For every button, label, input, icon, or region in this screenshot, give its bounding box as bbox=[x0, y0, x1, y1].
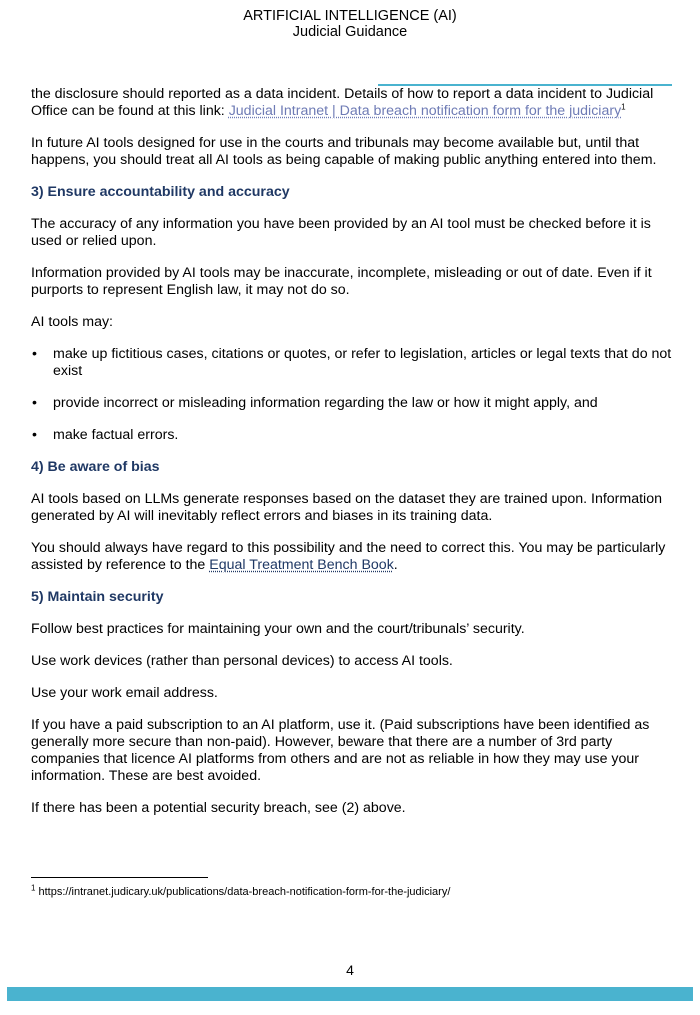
footer-accent-bar bbox=[7, 987, 693, 1001]
bullet-icon: • bbox=[32, 395, 37, 411]
paragraph-security-breach: If there has been a potential security breach, see (2) above. bbox=[31, 800, 406, 816]
paragraph-accuracy-check: The accuracy of any information you have been provided by an AI tool must be checked before it is used or relied upon. bbox=[31, 216, 651, 249]
equal-treatment-bench-book-link[interactable]: Equal Treatment Bench Book bbox=[209, 557, 394, 573]
footnote-reference[interactable]: 1 bbox=[621, 102, 626, 112]
list-item: • provide incorrect or misleading information regarding the law or how it might apply, and bbox=[32, 395, 598, 411]
paragraph-inaccurate-info: Information provided by AI tools may be inaccurate, incomplete, misleading or out of date. Even if it purports to represent English law, it may not do so. bbox=[31, 265, 652, 298]
footnote bbox=[31, 885, 450, 899]
heading-security: 5) Maintain security bbox=[31, 589, 164, 605]
paragraph-equal-treatment: You should always have regard to this possibility and the need to correct this. You may be particularly assisted by reference to the Equal Treatment Bench Book. bbox=[31, 540, 666, 573]
paragraph-work-devices: Use work devices (rather than personal devices) to access AI tools. bbox=[31, 653, 453, 669]
paragraph-data-incident bbox=[31, 86, 676, 120]
bullet-icon: • bbox=[32, 427, 37, 443]
heading-bias: 4) Be aware of bias bbox=[31, 459, 160, 475]
list-item: • make up fictitious cases, citations or quotes, or refer to legislation, articles or legal texts that do not exist bbox=[32, 346, 672, 379]
document-subtitle: Judicial Guidance bbox=[292, 24, 408, 40]
page-number: 4 bbox=[346, 962, 354, 978]
paragraph-best-practices: Follow best practices for maintaining your own and the court/tribunals’ security. bbox=[31, 621, 525, 637]
paragraph-paid-subscription: If you have a paid subscription to an AI platform, use it. (Paid subscriptions have been identified as generally more secure than non-paid). However, beware that there are a number of 3rd party companies that licence AI platforms from others and are not as reliable in how they may use your information. These are best avoided. bbox=[31, 717, 650, 784]
paragraph-ai-tools-may: AI tools may: bbox=[31, 314, 114, 330]
document-title: ARTIFICIAL INTELLIGENCE (AI) bbox=[243, 8, 457, 24]
bullet-icon: • bbox=[32, 346, 37, 362]
page-header bbox=[0, 8, 700, 40]
paragraph-future-tools: In future AI tools designed for use in the courts and tribunals may become available but, until that happens, you should treat all AI tools as being capable of making public anything entered into them. bbox=[31, 135, 657, 168]
heading-accountability: 3) Ensure accountability and accuracy bbox=[31, 184, 290, 200]
list-item: • make factual errors. bbox=[32, 427, 179, 443]
paragraph-llm-bias: AI tools based on LLMs generate responses based on the dataset they are trained upon. Information generated by AI will inevitably reflect errors and biases in its training data. bbox=[31, 491, 662, 524]
footnote-url: https://intranet.judicary.uk/publications/data-breach-notification-form-for-the-judiciary/ bbox=[35, 886, 451, 898]
paragraph-work-email: Use your work email address. bbox=[31, 685, 218, 701]
data-breach-form-link[interactable]: Judicial Intranet | Data breach notification form for the judiciary bbox=[228, 103, 622, 119]
paragraph-data-incident-text: the disclosure should reported as a data incident. Details of how to report a data incident to Judicial Office can be found at this link: bbox=[31, 86, 654, 119]
footnote-separator bbox=[31, 877, 208, 878]
risk-list bbox=[31, 346, 676, 444]
footnote-number: 1 bbox=[31, 883, 36, 893]
main-content bbox=[31, 86, 676, 832]
